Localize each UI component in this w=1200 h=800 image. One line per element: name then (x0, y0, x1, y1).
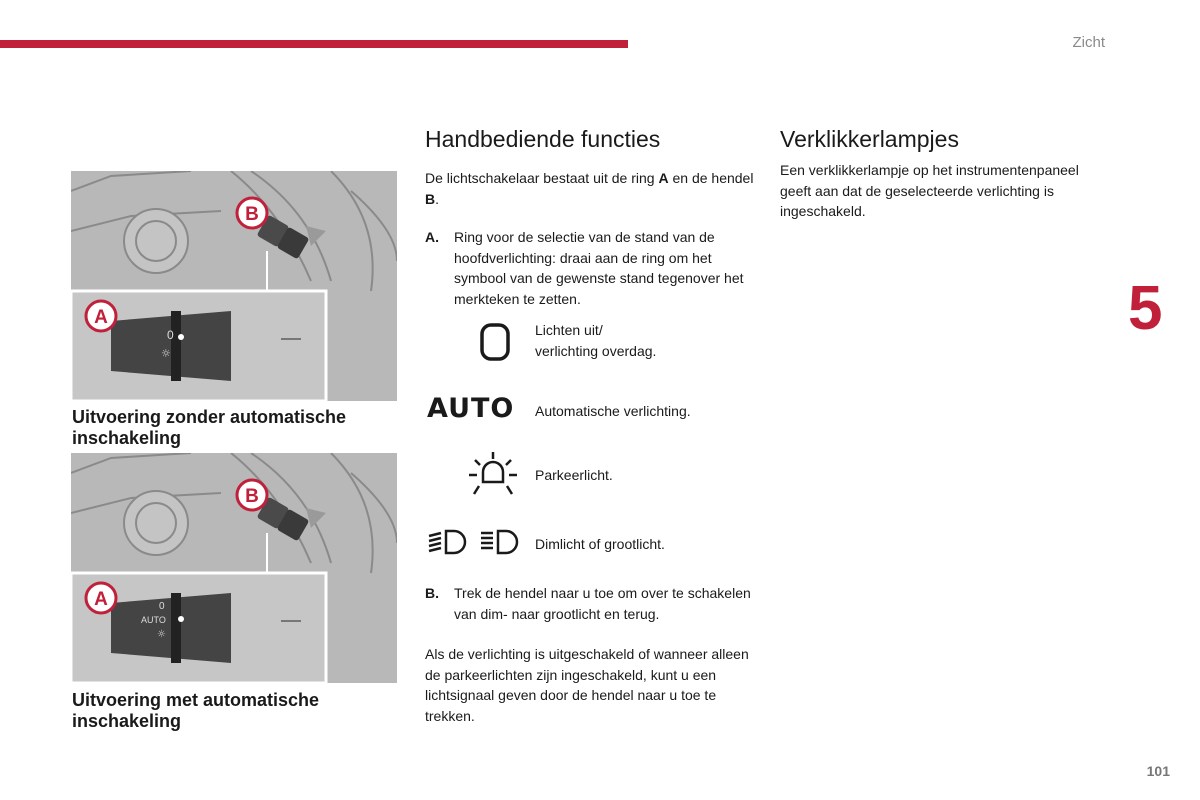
ring-symbol-parking: ☼ (157, 629, 166, 640)
callout-a: A (94, 307, 108, 328)
illustration-auto-switch (71, 453, 397, 683)
note-paragraph: Als de verlichting is uitgeschakeld of wanneer alleen de parkeerlichten zijn ingeschakeld, kunt u een lichtsignaal geven door de hendel naar u toe te trekken. (425, 646, 749, 724)
ring-symbol-zero: 0 (159, 601, 165, 612)
symbol-off-text: Lichten uit/ verlichting overdag. (535, 322, 657, 359)
page-number: 101 (1146, 763, 1170, 779)
zero-icon (480, 323, 510, 361)
intro-paragraph: De lichtschakelaar bestaat uit de ring A en de hendel B. (425, 170, 754, 207)
item-a (425, 227, 755, 309)
callout-b: B (245, 204, 259, 225)
ring-symbol-auto: AUTO (141, 615, 166, 625)
ring-symbol-parking: ☼ (161, 347, 171, 360)
heading-handbediende: Handbediende functies (425, 126, 661, 152)
item-b-text: Trek de hendel naar u toe om over te schakelen van dim- naar grootlicht en terug. (454, 585, 751, 622)
callout-b: B (245, 486, 259, 507)
symbol-parking-text: Parkeerlicht. (535, 467, 613, 483)
illustration-manual-switch (71, 171, 397, 401)
item-b-marker: B. (425, 585, 439, 601)
dipped-main-beam-icon (427, 528, 525, 556)
symbol-row-off (425, 320, 755, 365)
heading-verklikker: Verklikkerlampjes (780, 126, 959, 152)
auto-icon: AUTO (427, 393, 515, 424)
ring-symbol-zero: 0 (167, 328, 174, 342)
caption-auto: Uitvoering met automatische inschakeling (72, 690, 320, 731)
caption-manual: Uitvoering zonder automatische inschakeling (72, 407, 347, 448)
item-a-marker: A. (425, 229, 439, 245)
chapter-number: 5 (1128, 274, 1163, 343)
section-title: Zicht (1072, 34, 1105, 51)
item-b (425, 583, 755, 624)
verklikker-paragraph: Een verklikkerlampje op het instrumentenpaneel geeft aan dat de geselecteerde verlichting is ingeschakeld. (780, 162, 1079, 219)
symbol-row-parking (425, 450, 755, 500)
parking-light-icon (467, 450, 519, 500)
callout-a: A (94, 589, 108, 610)
symbol-auto-text: Automatische verlichting. (535, 403, 691, 419)
header-accent-bar (0, 40, 628, 48)
symbol-beam-text: Dimlicht of grootlicht. (535, 536, 665, 552)
symbol-row-beam (425, 525, 755, 560)
item-a-text: Ring voor de selectie van de stand van de hoofdverlichting: draai aan de ring om het symbool van de gewenste stand tegenover het merkteken te zetten. (454, 229, 744, 307)
symbol-row-auto (425, 393, 755, 427)
